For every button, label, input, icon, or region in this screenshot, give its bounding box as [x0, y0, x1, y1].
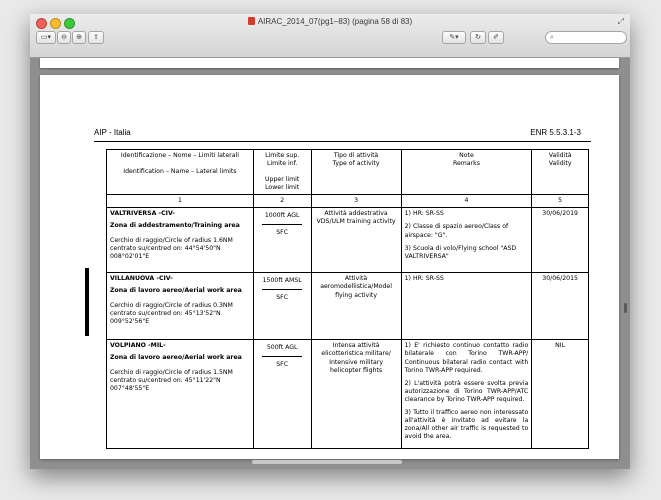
zone-limits	[253, 273, 311, 340]
change-bar	[85, 268, 89, 336]
remark: 1) HR: SR-SS	[404, 210, 444, 218]
pen-icon: ✎▾	[449, 34, 459, 41]
zone-type: Zona di lavoro aereo/Aerial work area	[110, 354, 242, 362]
header-remarks	[401, 150, 532, 195]
search-icon: ⌕	[550, 34, 554, 41]
header-upper-limit-it: Limite sup.	[265, 152, 300, 159]
document-scroll-area[interactable]	[30, 58, 630, 469]
lower-limit: SFC	[276, 229, 289, 237]
header-activity-it: Tipo di attività	[333, 152, 379, 159]
header-activity-en: Type of activity	[332, 160, 380, 168]
column-number: 1	[107, 195, 254, 208]
zoom-out-button[interactable]	[57, 31, 71, 44]
remark: 2) Classe di spazio aereo/Class of airspace: "G".	[404, 223, 509, 239]
column-number: 4	[401, 195, 532, 208]
rotate-button[interactable]	[470, 31, 486, 44]
share-button[interactable]	[88, 31, 104, 44]
validity: 30/06/2019	[532, 208, 589, 273]
remark: 3) Scuola di volo/Flying school "ASD VALTRIVERSA"	[404, 244, 517, 260]
edit-icon: ✐	[493, 34, 499, 41]
header-upper-limit-en: Upper limit	[265, 176, 300, 184]
window-title	[30, 17, 630, 26]
limit-separator	[262, 289, 302, 290]
header-limits	[253, 150, 311, 195]
header-identification-en: Identification – Name – Lateral limits	[123, 168, 237, 176]
header-remarks-en: Remarks	[452, 160, 480, 168]
restricted-areas-table	[106, 149, 589, 449]
search-field[interactable]	[545, 31, 627, 44]
zone-lateral-limits: Cerchio di raggio/Circle of radius 1.6NM centrato su/centred on: 44°54'50"N 008°02'01"E	[110, 236, 233, 260]
zone-limits	[253, 208, 311, 273]
zone-lateral-limits: Cerchio di raggio/Circle of radius 1.5NM centrato su/centred on: 45°11'22"N 007°48'55"E	[110, 368, 233, 392]
header-rule	[94, 141, 591, 142]
remark: 3) Tutto il traffico aereo non interessato all'attività è invitato ad evitare la zona/All other air traffic is requested to avoid the area.	[404, 408, 529, 440]
title-bar	[30, 14, 630, 58]
table-header-row	[107, 150, 589, 195]
zone-name: VILLANUOVA -CIV-	[110, 275, 173, 283]
table-row	[107, 273, 589, 340]
preview-window	[30, 14, 630, 469]
zone-identification	[107, 273, 254, 340]
zone-type: Zona di addestramento/Training area	[110, 222, 240, 230]
header-validity-en: Validity	[548, 160, 572, 168]
pdf-file-icon	[248, 17, 255, 25]
activity-type: Attività aeromodellistica/Model flying activity	[311, 273, 401, 340]
vertical-scrollbar[interactable]	[622, 58, 630, 469]
table-row	[107, 340, 589, 449]
zone-type: Zona di lavoro aereo/Aerial work area	[110, 287, 242, 295]
remark: 1) E' richiesto continuo contatto radio bilaterale con Torino TWR-APP/ Continuous bilateral radio contact with Torino TWR-APP required.	[404, 342, 529, 374]
doc-header-left: AIP - Italia	[94, 128, 131, 137]
zoom-out-icon: ⊖	[61, 34, 67, 41]
previous-page	[40, 58, 619, 68]
remark: 1) HR: SR-SS	[404, 275, 444, 283]
header-lower-limit-it: Limite inf.	[266, 160, 298, 168]
limit-separator	[262, 224, 302, 225]
zone-identification	[107, 340, 254, 449]
activity-type: Intensa attività elicotteristica militare/ Intensive military helicopter flights	[311, 340, 401, 449]
column-number: 3	[311, 195, 401, 208]
header-lower-limit-en: Lower limit	[265, 184, 300, 192]
lower-limit: SFC	[276, 294, 289, 302]
validity: NIL	[532, 340, 589, 449]
remarks	[401, 273, 532, 340]
validity: 30/06/2015	[532, 273, 589, 340]
column-number-row	[107, 195, 589, 208]
lower-limit: SFC	[276, 361, 289, 369]
annotate-button[interactable]	[442, 31, 466, 44]
header-validity-it: Validità	[548, 152, 572, 159]
zone-lateral-limits: Cerchio di raggio/Circle of radius 0.3NM centrato su/centred on: 45°13'52"N 009°52'56"E	[110, 301, 233, 325]
column-number: 5	[532, 195, 589, 208]
zoom-in-button[interactable]	[72, 31, 86, 44]
header-validity	[532, 150, 589, 195]
pdf-page	[40, 75, 619, 459]
zone-limits	[253, 340, 311, 449]
fullscreen-icon[interactable]: ⤢	[617, 17, 624, 26]
table-row	[107, 208, 589, 273]
window-title-text: AIRAC_2014_07(pg1–83) (pagina 58 di 83)	[257, 17, 413, 26]
zone-identification	[107, 208, 254, 273]
sidebar-icon: ▭▾	[40, 34, 52, 41]
zoom-in-icon: ⊕	[76, 34, 82, 41]
upper-limit: 1000ft AGL	[264, 212, 300, 220]
activity-type: Attività addestrativa VDS/ULM training activity	[311, 208, 401, 273]
header-identification	[107, 150, 254, 195]
vertical-scroll-thumb[interactable]	[624, 303, 627, 313]
upper-limit: 1500ft AMSL	[262, 277, 302, 285]
column-number: 2	[253, 195, 311, 208]
limit-separator	[262, 356, 302, 357]
sidebar-toggle-button[interactable]	[36, 31, 56, 44]
remarks	[401, 208, 532, 273]
header-activity	[311, 150, 401, 195]
header-remarks-it: Note	[459, 152, 474, 159]
upper-limit: 500ft AGL	[266, 344, 298, 352]
edit-button[interactable]	[488, 31, 504, 44]
remarks	[401, 340, 532, 449]
rotate-icon: ↻	[475, 34, 481, 41]
remark: 2) L'attività potrà essere svolta previa autorizzazione di Torino TWR-APP/ATC clearance by Torino TWR-APP required.	[404, 379, 529, 403]
zone-name: VOLPIANO -MIL-	[110, 342, 166, 350]
doc-header-right: ENR 5.5.3.1-3	[530, 128, 581, 137]
zone-name: VALTRIVERSA -CIV-	[110, 210, 175, 218]
header-identification-it: Identificazione – Nome – Limiti laterali	[120, 152, 239, 159]
horizontal-scrollbar[interactable]	[252, 460, 402, 464]
share-icon: ⇪	[93, 34, 99, 41]
